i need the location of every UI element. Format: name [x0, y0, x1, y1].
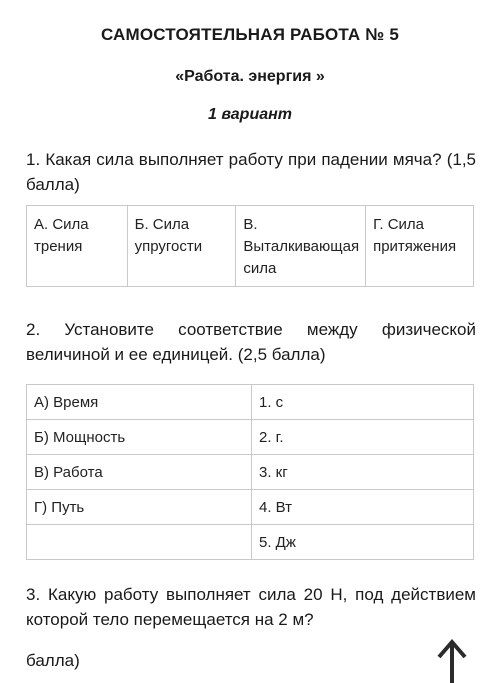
question-2-matching-table: [26, 384, 474, 560]
quantity-cell: В) Работа: [27, 455, 252, 490]
table-row: [27, 385, 474, 420]
quantity-cell: Г) Путь: [27, 490, 252, 525]
question-3-tail: балла): [26, 651, 80, 670]
unit-cell: 1. с: [252, 385, 474, 420]
page-title: САМОСТОЯТЕЛЬНАЯ РАБОТА № 5: [100, 25, 400, 44]
table-row: [27, 455, 474, 490]
unit-cell: 5. Дж: [252, 525, 474, 560]
question-2: 2. Установите соответствие между физической величиной и ее единицей. (2,5 балла): [26, 320, 476, 364]
option-g: Г. Сила притяжения: [366, 206, 474, 287]
unit-cell: 3. кг: [252, 455, 474, 490]
variant-label: 1 вариант: [207, 106, 293, 123]
quantity-cell: [27, 525, 252, 560]
table-row: [27, 525, 474, 560]
question-1: 1. Какая сила выполняет работу при падении мяча? (1,5 балла): [26, 150, 476, 194]
quantity-cell: А) Время: [27, 385, 252, 420]
question-1-options-table: [26, 205, 474, 287]
table-row: [27, 490, 474, 525]
unit-cell: 4. Вт: [252, 490, 474, 525]
option-a: А. Сила трения: [27, 206, 128, 287]
option-b: Б. Сила упругости: [127, 206, 236, 287]
unit-cell: 2. г.: [252, 420, 474, 455]
page-subtitle: «Работа. энергия »: [175, 68, 325, 85]
quantity-cell: Б) Мощность: [27, 420, 252, 455]
arrow-up-icon[interactable]: [434, 637, 470, 683]
question-3: 3. Какую работу выполняет сила 20 Н, под действием которой тело перемещается на 2 м?: [26, 585, 476, 629]
table-row: [27, 420, 474, 455]
option-v: В. Выталкивающая сила: [236, 206, 366, 287]
